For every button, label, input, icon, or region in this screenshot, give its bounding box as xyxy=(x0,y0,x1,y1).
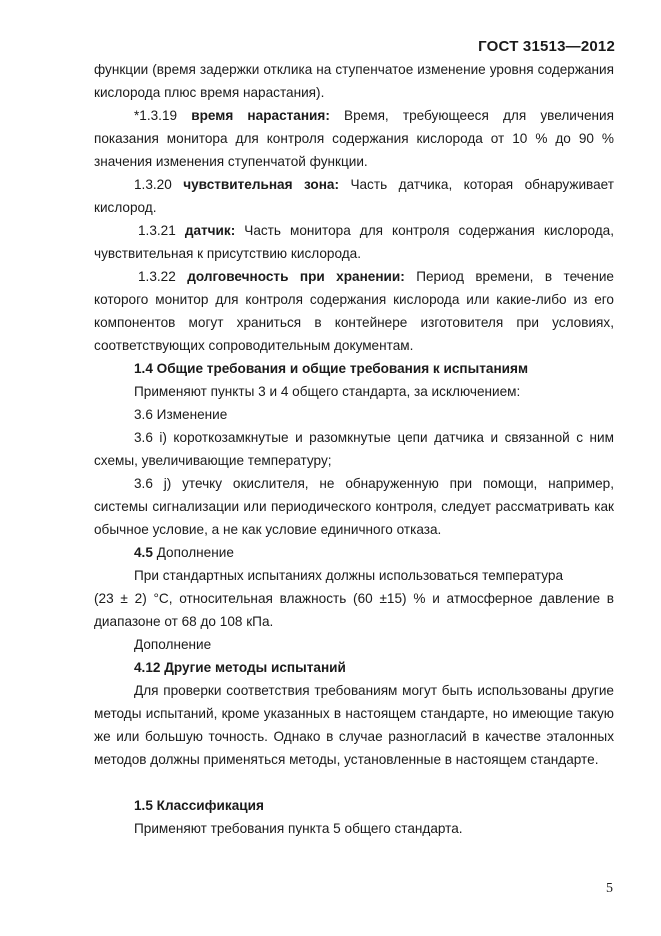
clause-number: 1.3.20 xyxy=(134,177,172,192)
item-3-6-i: 3.6 i) короткозамкнутые и разомкнутые цепи датчика и связанной с ним схемы, увеличивающие температуру; xyxy=(94,430,614,468)
page-number: 5 xyxy=(606,881,613,896)
text-line: Применяют требования пункта 5 общего стандарта. xyxy=(134,821,463,836)
text-line: При стандартных испытаниях должны использоваться температура xyxy=(134,568,564,583)
section-heading-1-4: 1.4 Общие требования и общие требования к испытаниям xyxy=(134,361,529,376)
paragraph-continuation: функции (время задержки отклика на ступенчатое изменение уровня содержания кислорода плюс время нарастания). xyxy=(94,62,614,100)
clause-number: *1.3.19 xyxy=(134,108,178,123)
section-heading-4-5 xyxy=(134,541,234,564)
term: долговечность при хранении: xyxy=(187,269,405,284)
subsection-3-6: 3.6 Изменение xyxy=(134,407,228,422)
definition-text: Часть монитора для контроля содержания кислорода, чувствительная к присутствию кислорода. xyxy=(94,223,614,261)
term: чувствительная зона: xyxy=(183,177,339,192)
definition-1-3-20 xyxy=(94,173,614,219)
clause-number: 1.3.22 xyxy=(138,269,176,284)
section-heading-1-5: 1.5 Классификация xyxy=(134,798,264,813)
definition-1-3-19 xyxy=(94,104,614,173)
heading-text: Дополнение xyxy=(156,545,234,560)
paragraph-conditions: (23 ± 2) °С, относительная влажность (60 ±15) % и атмосферное давление в диапазоне от 68 до 108 кПа. xyxy=(94,591,614,629)
paragraph-test-methods: Для проверки соответствия требованиям могут быть использованы другие методы испытаний, кроме указанных в настоящем стандарте, но имеющие такую же или большую точность. Однако в случае разногласий в качестве эталонных методов должны применяться методы, установленные в настоящем стандарте. xyxy=(94,683,614,767)
definition-1-3-21 xyxy=(94,219,614,265)
item-3-6-j: 3.6 j) утечку окислителя, не обнаруженную при помощи, например, системы сигнализации или периодического контроля, следует рассматривать как обычное условие, а не как условие единичного отказа. xyxy=(94,476,614,537)
text-line: Применяют пункты 3 и 4 общего стандарта, за исключением: xyxy=(134,384,521,399)
definition-1-3-22 xyxy=(94,265,614,357)
standard-header: ГОСТ 31513—2012 xyxy=(478,38,615,55)
term: время нарастания: xyxy=(191,108,330,123)
definition-text: Время, требующееся для увеличения показания монитора для контроля содержания кислорода от 10 % до 90 % значения изменения ступенчатой функции. xyxy=(94,108,614,169)
clause-number: 4.5 xyxy=(134,545,153,560)
text-line: Дополнение xyxy=(134,637,212,652)
section-heading-4-12: 4.12 Другие методы испытаний xyxy=(134,660,346,675)
definition-text: Часть датчика, которая обнаруживает кислород. xyxy=(94,177,615,215)
term: датчик: xyxy=(184,223,236,238)
clause-number: 1.3.21 xyxy=(138,223,176,238)
definition-text: Период времени, в течение которого монитор для контроля содержания кислорода или какие-либо из его компонентов могут храниться в контейнере изготовителя при условиях, соответствующих сопроводительным документам. xyxy=(94,269,614,353)
